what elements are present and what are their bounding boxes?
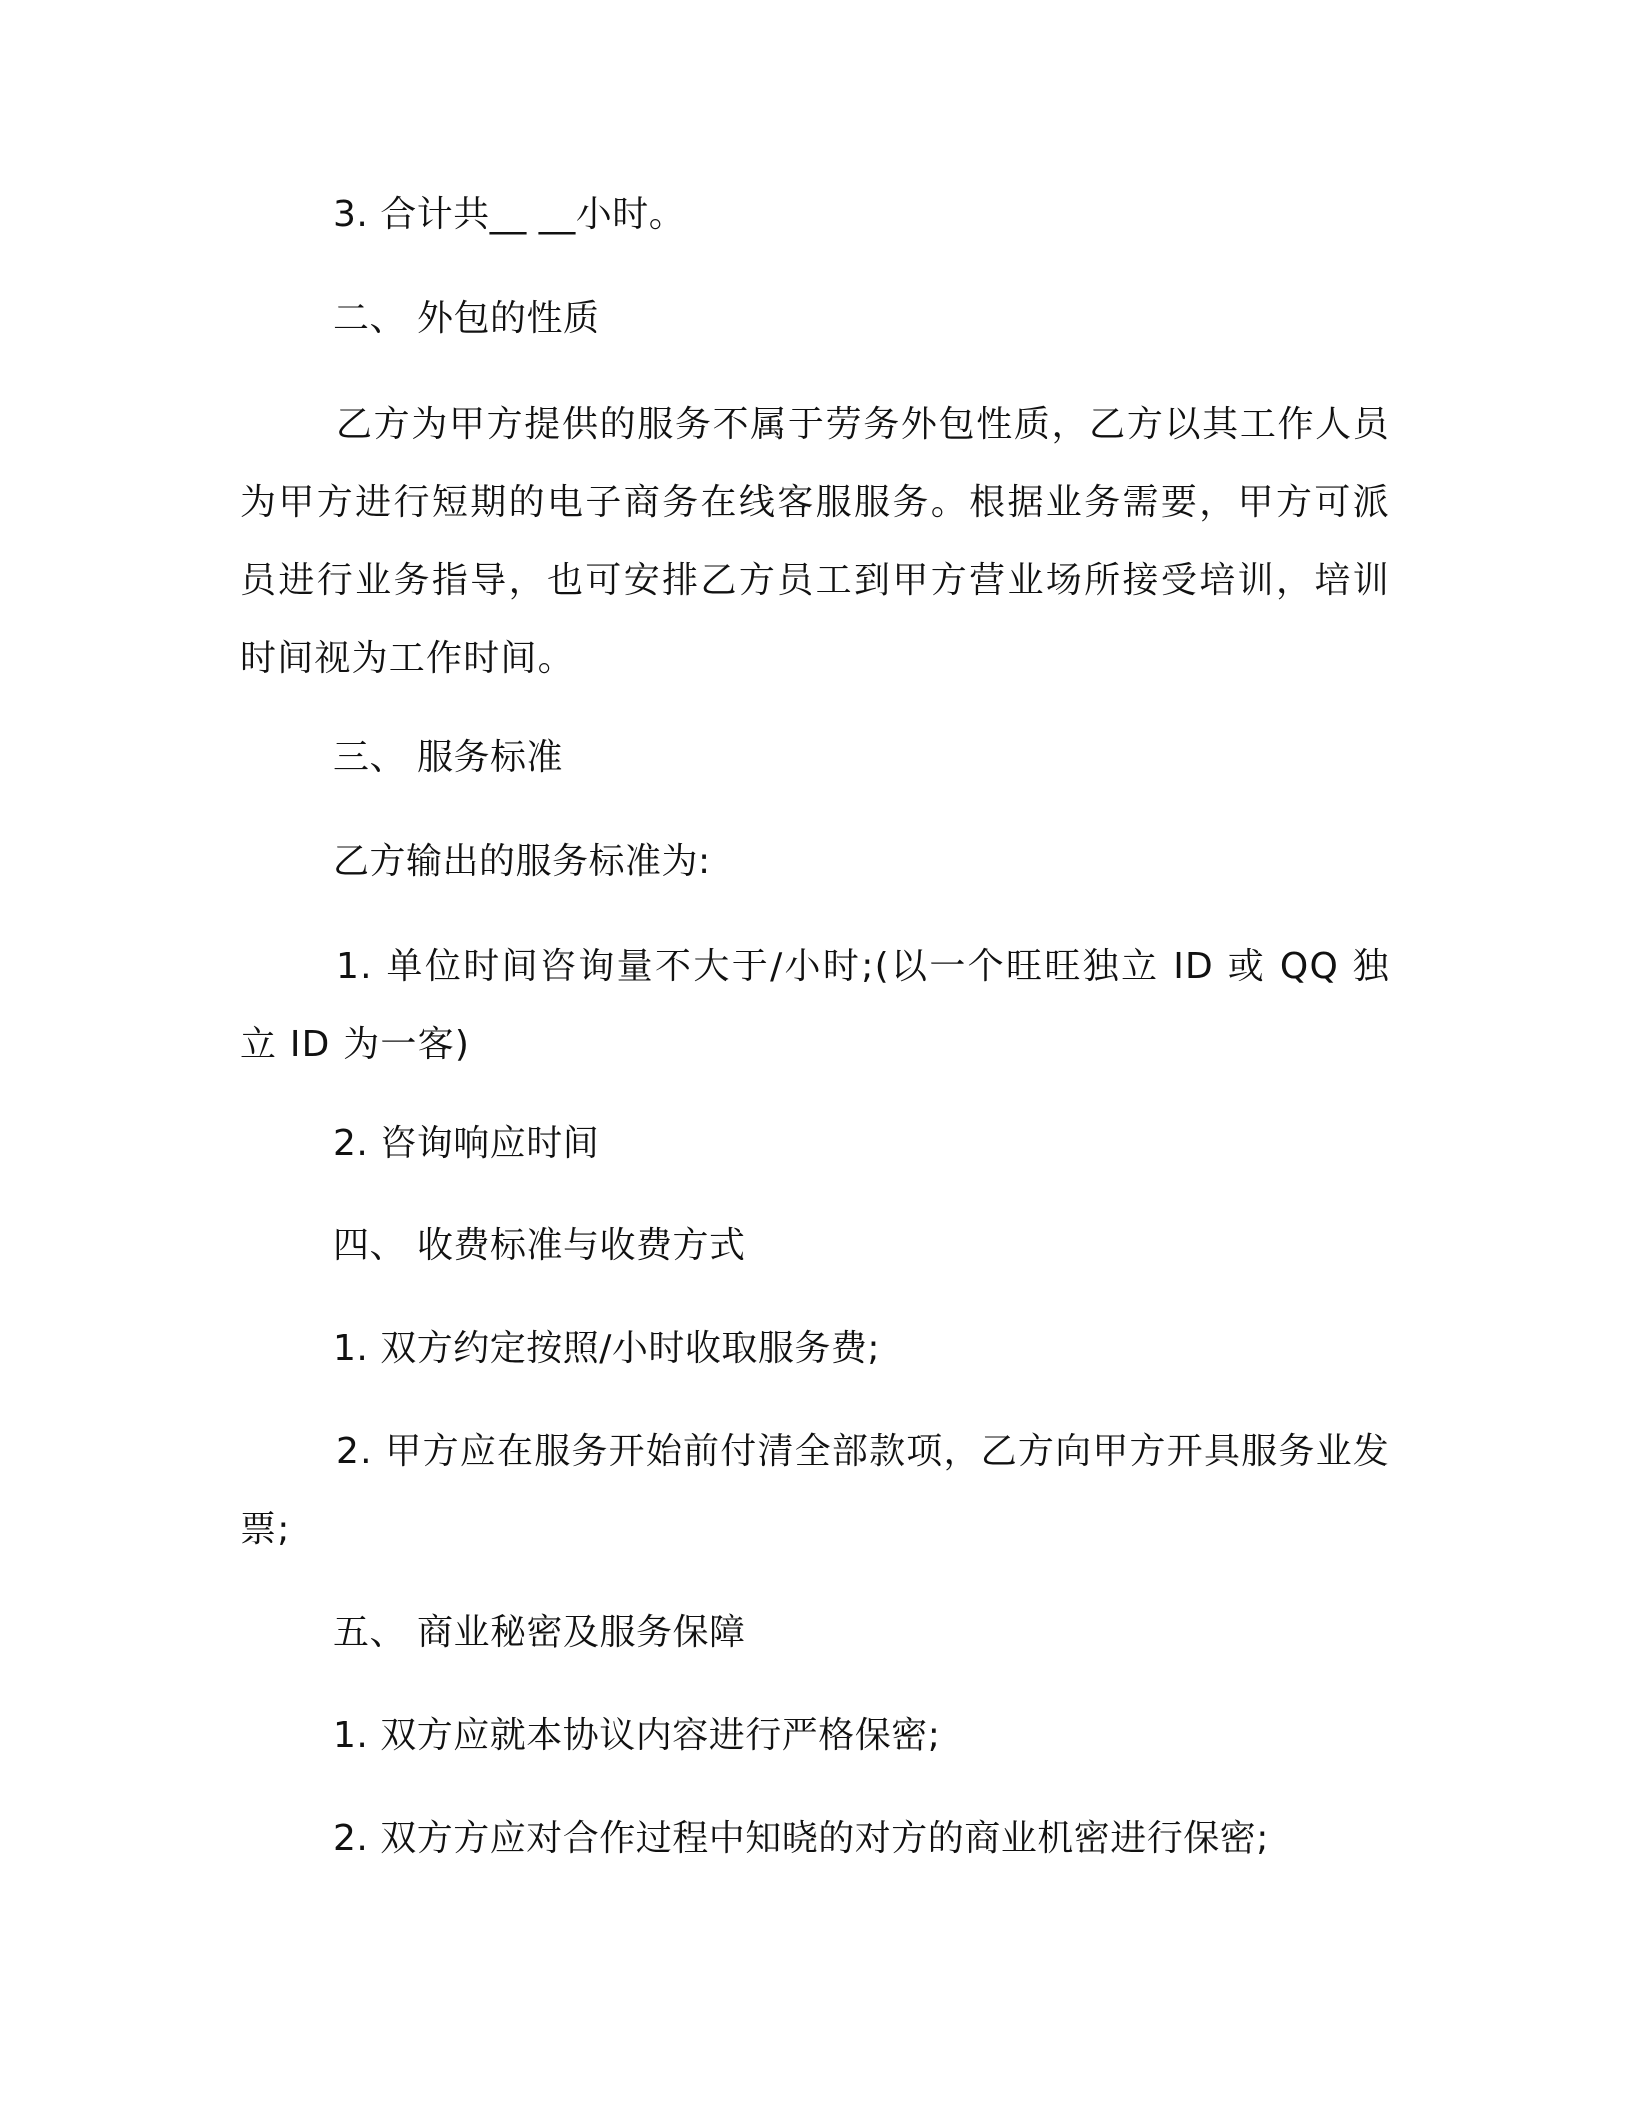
section-4-item-2: 2. 甲方应在服务开始前付清全部款项，乙方向甲方开具服务业发票; — [240, 1431, 1390, 1550]
section-3-number: 三、 — [333, 737, 407, 778]
total-hours-line: 3. 合计共__ __小时。 — [333, 194, 686, 235]
section-2-title: 外包的性质 — [417, 298, 600, 339]
section-4-heading — [333, 1220, 1493, 1272]
section-5-heading — [333, 1607, 1493, 1659]
section-3-title: 服务标准 — [417, 737, 564, 778]
section-4-item-1: 1. 双方约定按照/小时收取服务费; — [333, 1328, 881, 1369]
section-3-heading — [333, 732, 1493, 784]
section-2-heading — [333, 293, 1493, 345]
section-4-number: 四、 — [333, 1225, 407, 1266]
section-4-title: 收费标准与收费方式 — [417, 1225, 746, 1266]
section-5-item-1: 1. 双方应就本协议内容进行严格保密; — [333, 1715, 941, 1756]
section-2-body: 乙方为甲方提供的服务不属于劳务外包性质，乙方以其工作人员为甲方进行短期的电子商务在线客服服务。根据业务需要，甲方可派员进行业务指导，也可安排乙方员工到甲方营业场所接受培训，培训时间视为工作时间。 — [240, 404, 1390, 679]
section-3-intro: 乙方输出的服务标准为: — [333, 841, 711, 882]
section-3-item-2: 2. 咨询响应时间 — [333, 1123, 600, 1164]
section-5-item-2: 2. 双方方应对合作过程中知晓的对方的商业机密进行保密; — [333, 1818, 1269, 1859]
section-3-item-1: 1. 单位时间咨询量不大于/小时;(以一个旺旺独立 ID 或 QQ 独立 ID 为一客) — [240, 946, 1390, 1065]
section-2-number: 二、 — [333, 298, 407, 339]
section-5-title: 商业秘密及服务保障 — [417, 1612, 746, 1653]
section-5-number: 五、 — [333, 1612, 407, 1653]
